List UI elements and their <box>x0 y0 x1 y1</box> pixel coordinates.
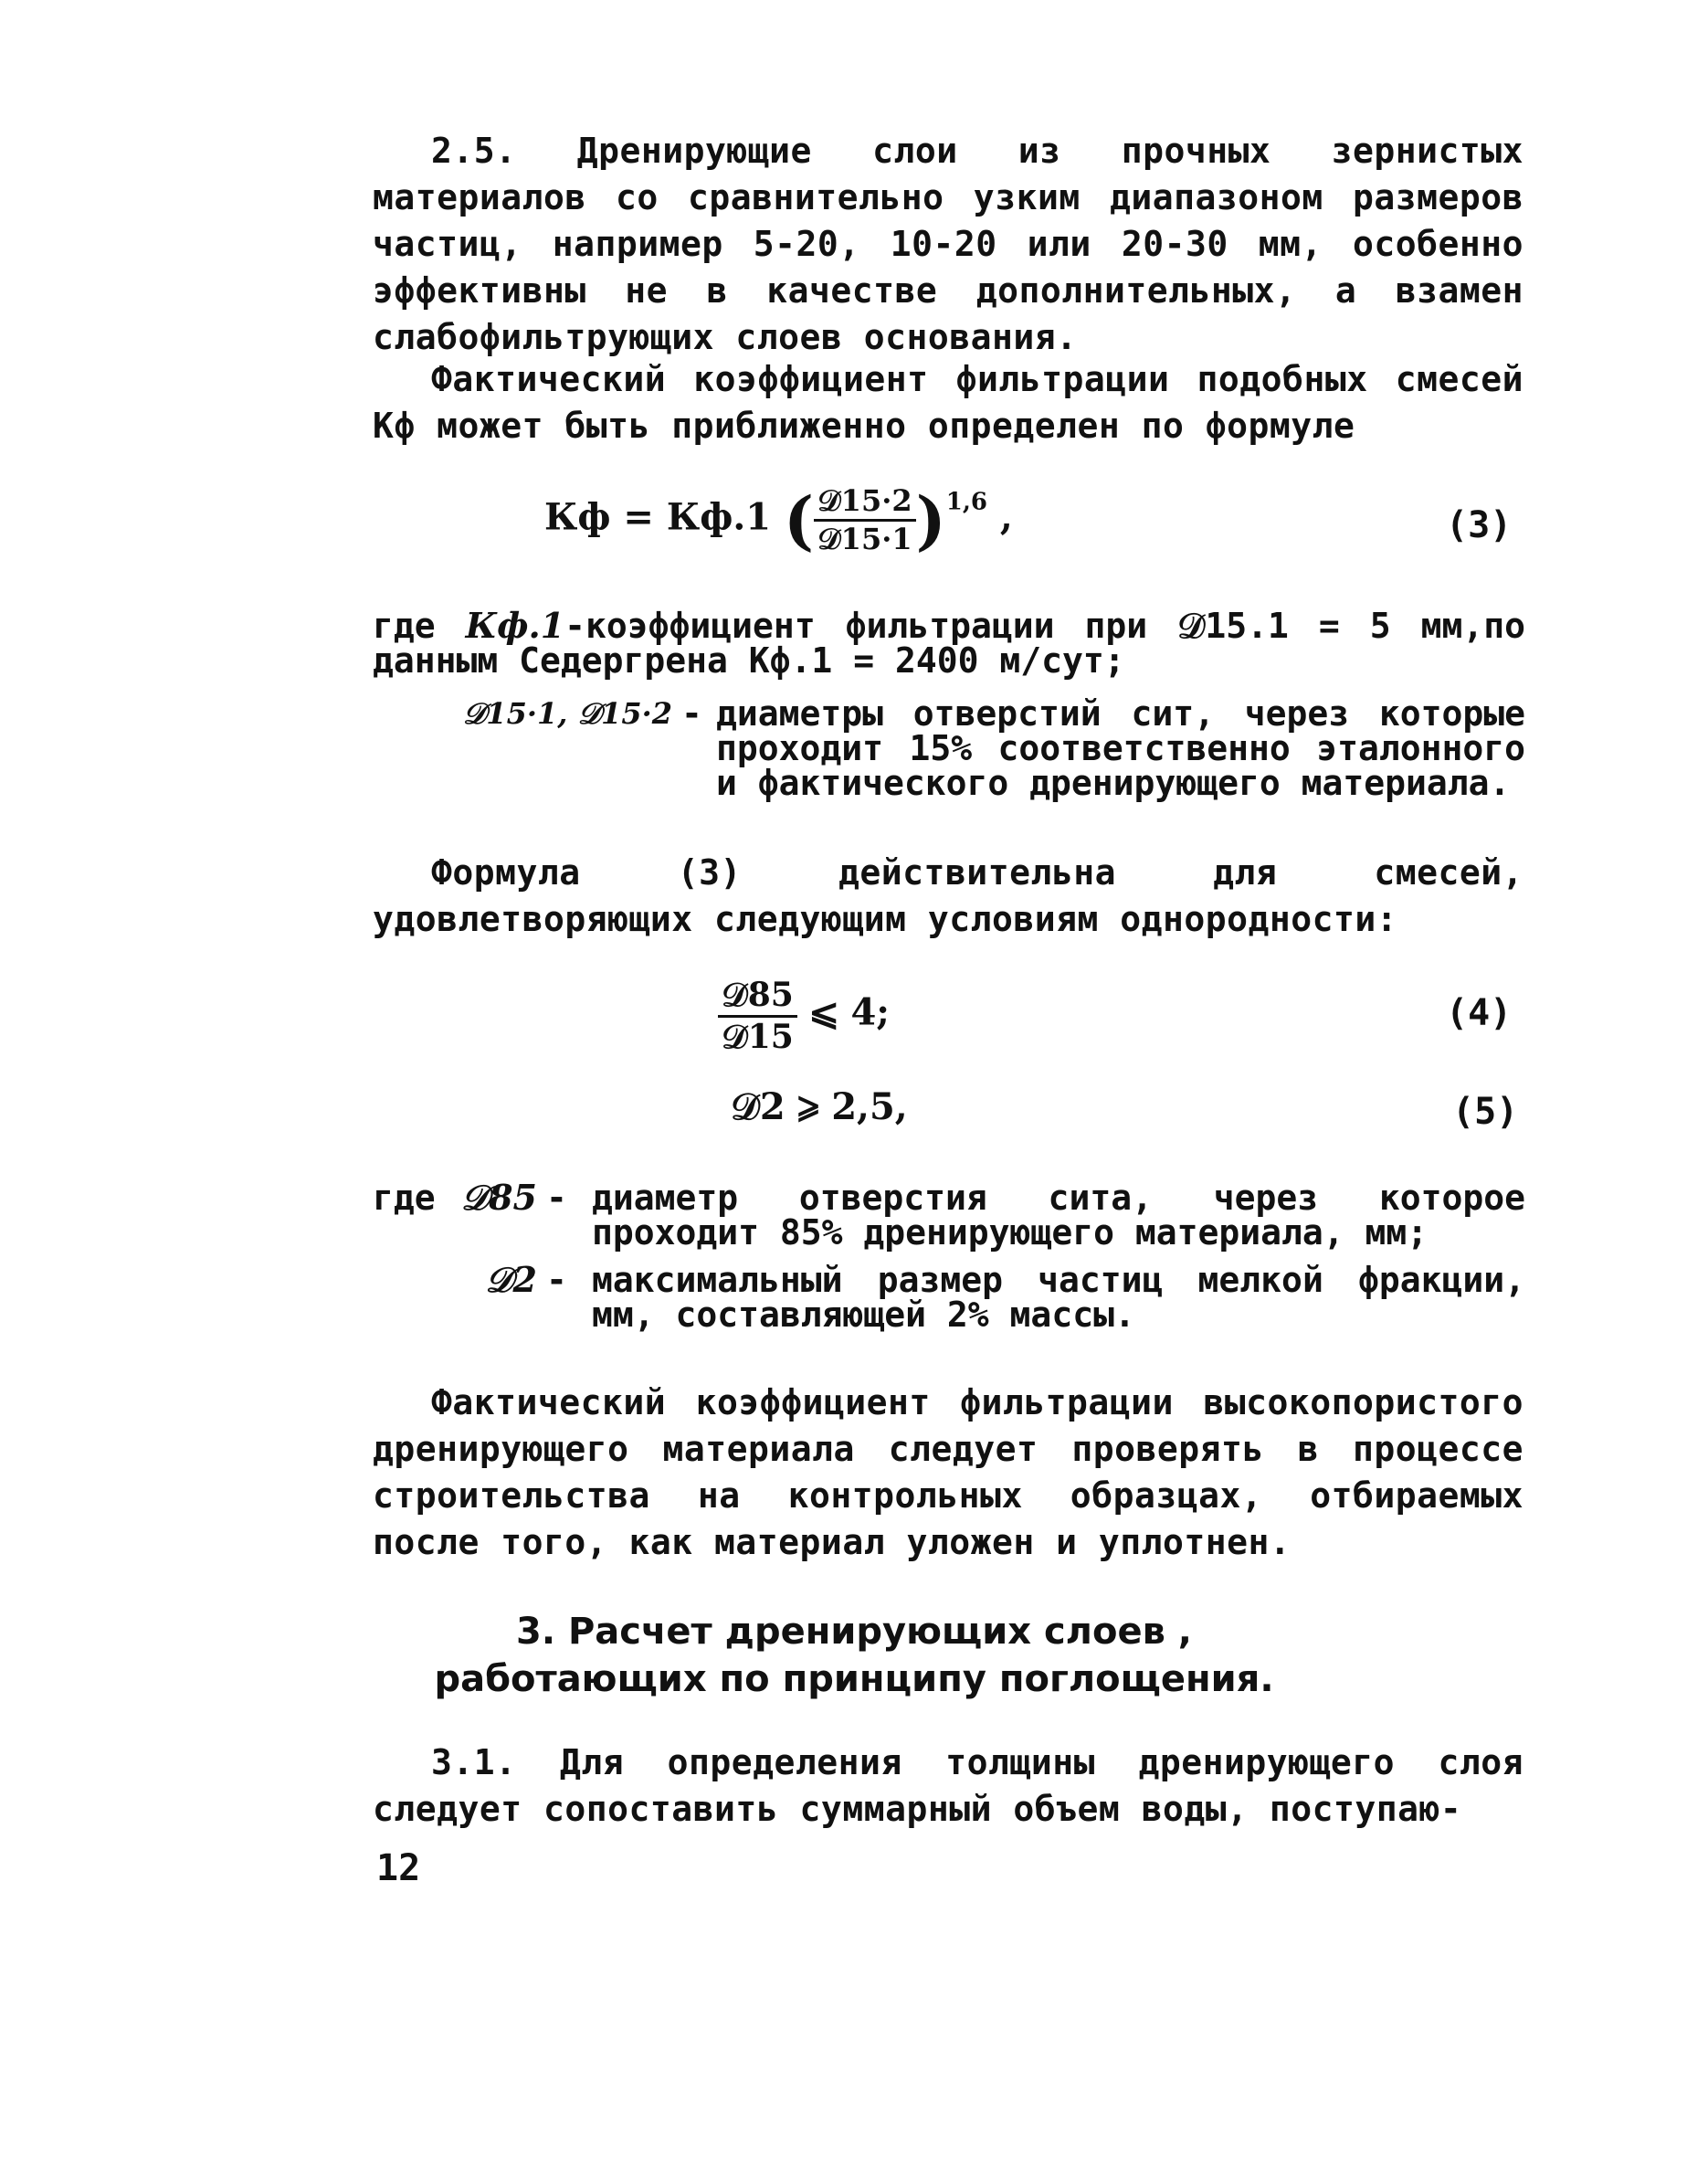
formula-3-numerator: 𝒟15·2 <box>814 483 915 522</box>
definition-d2-dash: - <box>546 1260 567 1300</box>
page-number: 12 <box>376 1847 421 1889</box>
definition-d2-description: максимальный размер частиц мелкой фракции, мм, составляющей 2% массы. <box>592 1260 1525 1335</box>
equation-number-5: (5) <box>1452 1091 1519 1133</box>
formula-3-denominator: 𝒟15·1 <box>817 522 912 556</box>
formula-5-lhs: 𝒟2 <box>731 1085 785 1128</box>
definition-kf1-text: -коэффициент фильтрации при 𝒟15.1 = 5 мм,по данным Седергрена Кф.1 = 2400 м/сут; <box>373 606 1525 681</box>
formula-3-rparen: ) <box>915 482 946 558</box>
equation-number-4: (4) <box>1446 992 1513 1034</box>
formula-3-power: 1,6 <box>945 488 987 516</box>
formula-3-lparen: ( <box>784 482 815 558</box>
where-label: где <box>373 606 436 646</box>
formula-4-numerator: 𝒟85 <box>718 976 797 1018</box>
definition-d85-term: 𝒟85 <box>460 1177 537 1218</box>
section-3-heading-line-1: 3. Расчет дренирующих слоев , <box>515 1611 1193 1653</box>
formula-3-lhs: Кф <box>544 495 611 539</box>
formula-3-fraction <box>814 483 915 557</box>
definition-d85-description: диаметр отверстия сита, через которое проходит 85% дренирующего материала, мм; <box>592 1178 1525 1253</box>
formula-3-coef: Кф.1 <box>666 495 772 539</box>
section-3-heading-line-2: работающих по принципу поглощения. <box>434 1658 1274 1700</box>
paragraph-formula-validity: Формула (3) действительна для смесей, удовлетворяющих следующим условиям однородности: <box>373 852 1523 939</box>
definition-d15-dash: - <box>681 693 702 734</box>
formula-4-denominator: 𝒟15 <box>722 1018 794 1056</box>
where-label-2: где <box>373 1178 436 1218</box>
definition-kf1-term: Кф.1 <box>465 605 565 646</box>
definition-d2-term: 𝒟2 <box>485 1259 537 1300</box>
definition-d85-dash: - <box>546 1178 567 1218</box>
paragraph-2-5: 2.5. Дренирующие слои из прочных зернистых материалов со сравнительно узким диапазоном размеров частиц, например 5-20, 10-20 или 20-30 мм, особенно эффективны не в качестве дополнительных, а взамен слабофильтрующих слоев основания. <box>373 131 1523 357</box>
equation-number-3: (3) <box>1446 504 1513 546</box>
definition-d15-term: 𝒟15·1, 𝒟15·2 <box>462 696 672 731</box>
formula-5-value: 2,5, <box>831 1085 908 1128</box>
paragraph-3-1: 3.1. Для определения толщины дренирующего слоя следует сопоставить суммарный объем воды, поступаю- <box>373 1742 1523 1829</box>
formula-4 <box>718 976 890 1057</box>
formula-3-eq: = <box>623 495 654 539</box>
formula-4-value: 4; <box>850 990 891 1034</box>
formula-5-relation: ⩾ <box>797 1085 819 1128</box>
formula-4-fraction <box>718 976 797 1057</box>
paragraph-field-testing: Фактический коэффициент фильтрации высокопористого дренирующего материала следует проверять в процессе строительства на контрольных образцах, отбираемых после того, как материал уложен и уплотнен. <box>373 1382 1523 1562</box>
paragraph-filtration-intro: Фактический коэффициент фильтрации подобных смесей Кф может быть приближенно определен по формуле <box>373 359 1523 446</box>
formula-4-relation: ⩽ <box>808 990 839 1034</box>
formula-3 <box>544 482 1013 558</box>
definition-d15-description: диаметры отверстий сит, через которые проходит 15% соответственно эталонного и фактического дренирующего материала. <box>716 693 1525 803</box>
formula-5 <box>731 1085 908 1128</box>
definition-kf1 <box>373 605 1525 681</box>
formula-3-comma: , <box>999 495 1013 539</box>
